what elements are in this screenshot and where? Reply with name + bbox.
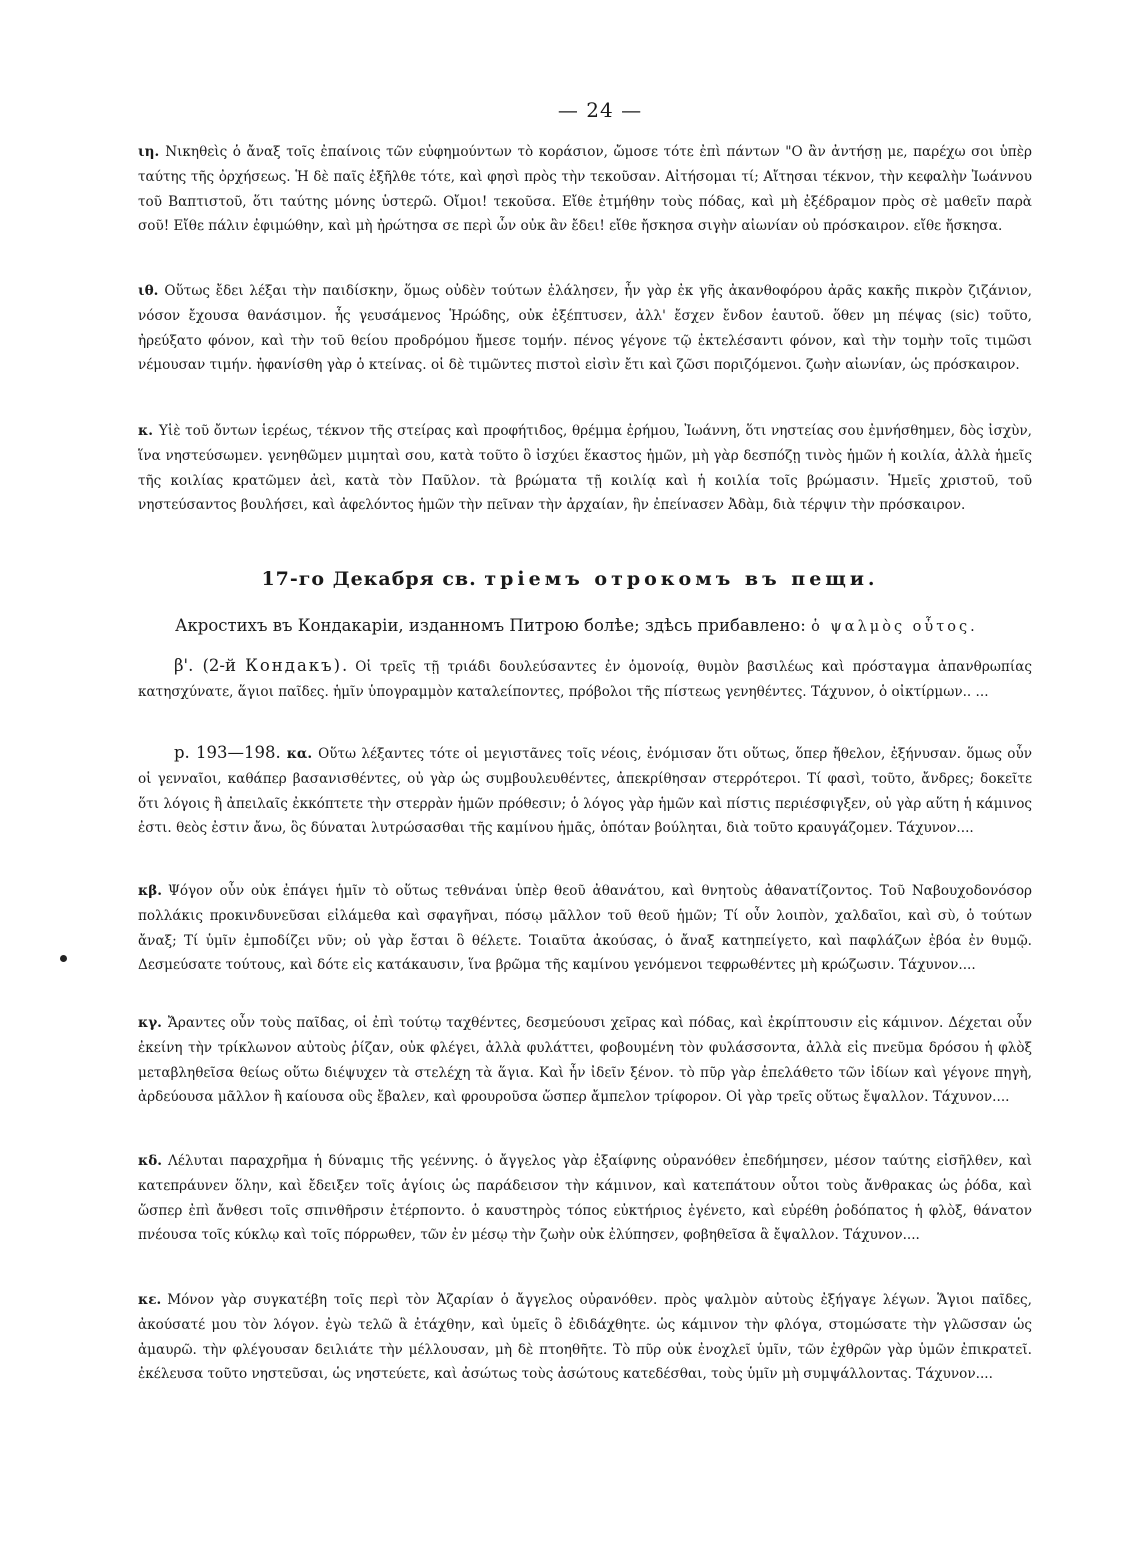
verse-text: Μόνον γὰρ συγκατέβη τοῖς περὶ τὸν Ἀζαρίαν ὁ ἄγγελος οὐρανόθεν. πρὸς ψαλμὸν αὐτοὺς ἐξήγαγε λέγων. Ἅγιοι παῖδες, ἀκούσατέ μου τὸν λόγον. ἐγὼ τελῶ ἃ ἐτάχθην, καὶ ὑμεῖς ὃ ἐδιδάχθητε. ὡς κάμινον τὴν φλόγα, στομώσατε τὴν γλῶσσαν ὡς ἀμαυρῶ. τὴν φλέγουσαν δειλιάτε τὴν μέλλουσαν, μὴ δὲ πτοηθῆτε. Τὸ πῦρ οὐκ ἐνοχλεῖ ὑμῖν, τῶν ἐχθρῶν γὰρ ὑμῶν ἐπικρατεῖ. ἐκέλευσα τοῦτο νηστεῦσαι, ὡς νηστεύετε, καὶ ἀσώτως τοὺς ἀσώτους κατεδέσθαι, τοὺς ὑμῖν μὴ συμψάλλοντας. Τάχυνον.... <box>138 1292 1032 1383</box>
acrostic-note <box>175 616 1035 635</box>
section-title-spaced: трiемъ отрокомъ въ пещи. <box>484 568 879 590</box>
paragraph-20 <box>138 419 1032 518</box>
verse-number: κδ. <box>138 1153 162 1169</box>
paragraph-number: ιη. <box>138 144 160 160</box>
paragraph-text: Νικηθεὶς ὁ ἄναξ τοῖς ἐπαίνοις τῶν εὐφημούντων τὸ κοράσιον, ὤμοσε τότε ἐπὶ πάντων "Ο ἂν ἀντήσῃ με, παρέχω σοι ὑπὲρ ταύτης τῆς ὀρχήσεως. Ἡ δὲ παῖς ἐξῆλθε τότε, καὶ φησὶ πρὸς τὴν τεκοῦσαν. Αἰτήσομαι τί; Αἴτησαι τέκνον, τὴν κεφαλὴν Ἰωάννου τοῦ Βαπτιστοῦ, ὅτι ταύτης μόνης ὑστερῶ. Οἴμοι! τεκοῦσα. Εἴθε ἐτμήθην τοὺς πόδας, καὶ μὴ ἐξέδραμον πρὸς σὲ μαθεῖν παρὰ σοῦ! Εἴθε πάλιν ἐφιμώθην, καὶ μὴ ἠρώτησα σε περὶ ὧν οὐκ ἂν ἔδει! εἴθε ἤσκησα σιγὴν αἰωνίαν οὐ πρόσκαιρον. εἴθε ἤσκησα. <box>138 144 1032 235</box>
paragraph-number: ιθ. <box>138 283 159 299</box>
verse-text: Ἄραντες οὖν τοὺς παῖδας, οἱ ἐπὶ τούτῳ ταχθέντες, δεσμεύουσι χεῖρας καὶ πόδας, καὶ ἐκρίπτουσιν εἰς κάμινον. Δέχεται οὖν ἐκείνη τὴν τρίκλωνον αὐτοὺς ῥίζαν, οὐκ φλέγει, ἀλλὰ φυλάττει, φοβουμένη τὸν φυλάσσοντα, ἀλλὰ εἰς πνεῦμα δρόσου ἡ φλὸξ μεταβληθεῖσα θείως οὕτω διέψυχεν τὰ στελέχη τὰ ἅγια. Καὶ ἦν ἰδεῖν ξένον. τὸ πῦρ γὰρ ἐπελάθετο τῶν ἰδίων καὶ γέγονε πηγὴ, ἀρδεύουσα μᾶλλον ἢ καίουσα οὓς ἔβαλεν, καὶ φρουροῦσα ὥσπερ ἄμπελον τρίφορον. Οἱ γὰρ τρεῖς οὕτως ἔψαλλον. Τάχυνον.... <box>138 1015 1032 1106</box>
margin-dot <box>60 955 67 962</box>
verse-25 <box>138 1288 1032 1387</box>
paragraph-18 <box>138 140 1032 239</box>
section-title-prefix: 17-го Декабря св. <box>261 568 477 590</box>
kondak-paragraph <box>138 654 1032 705</box>
kondak-prefix-text: β'. (2-й <box>174 656 236 675</box>
verse-text: Οὕτω λέξαντες τότε οἱ μεγιστᾶνες τοῖς νέοις, ἐνόμισαν ὅτι οὕτως, ὅπερ ἤθελον, ἐξήνυσαν. ὅμως οὖν οἱ γενναῖοι, καθάπερ βασανισθέντες, οὐ γὰρ ὡς συμβουλευθέντες, ἀπεκρίθησαν στερρότεροι. Τί φασὶ, τοῦτο, ἄνδρες; δοκεῖτε ὅτι λόγοις ἢ ἀπειλαῖς ἐκκόπτετε τὴν στερρὰν ἡμῶν πρόθεσιν; ὁ λόγος γὰρ ἡμῶν καὶ πίστις περιέσφιγξεν, οὐ γὰρ αὕτη ἡ κάμινος ἐστι. θεὸς ἐστιν ἄνω, ὃς δύναται λυτρώσασθαι τῆς καμίνου ἡμᾶς, ὁπόταν βούληται, διὰ τοῦτο κραυγάζομεν. Τάχυνον.... <box>138 746 1032 837</box>
verse-text: Ψόγον οὖν οὐκ ἐπάγει ἡμῖν τὸ οὕτως τεθνάναι ὑπὲρ θεοῦ ἀθανάτου, καὶ θνητοὺς ἀθανατίζοντος. Τοῦ Ναβουχοδονόσορ πολλάκις προκινδυνεῦσαι εἰλάμεθα καὶ σφαγῆναι, πόσῳ μᾶλλον τοῦ θεοῦ ἡμῶν; Τί οὖν λοιπὸν, χαλδαῖοι, καὶ σὺ, ὁ τούτων ἄναξ; Τί ὑμῖν ἐμποδίζει νῦν; οὐ γὰρ ἔσται ὃ θέλετε. Τοιαῦτα ἀκούσας, ὁ ἄναξ κατηπείγετο, καὶ παφλάζων ἐβόα ἐν θυμῷ. Δεσμεύσατε τούτους, καὶ δότε εἰς κατάκαυσιν, ἵνα βρῶμα τῆς καμίνου γενόμενοι τεφρωθέντες μὴ κρώζωσιν. Τάχυνον.... <box>138 883 1032 974</box>
kondak-spaced: Кондакъ). <box>245 656 350 675</box>
paragraph-number: κ. <box>138 423 153 439</box>
verse-21 <box>138 741 1032 841</box>
verse-number: κα. <box>286 746 313 762</box>
verse-23 <box>138 1011 1032 1110</box>
section-title <box>0 568 1140 590</box>
kondak-prefix <box>174 656 349 675</box>
verse-number: κγ. <box>138 1015 162 1031</box>
paragraph-text: Υἱὲ τοῦ ὄντων ἱερέως, τέκνον τῆς στείρας καὶ προφήτιδος, θρέμμα ἐρήμου, Ἰωάννη, ὅτι νηστείας σου ἐμνήσθημεν, δὸς ἰσχὺν, ἵνα νηστεύσωμεν. γενηθῶμεν μιμηταὶ σου, κατὰ τοῦτο ὃ ἰσχύει ἕκαστος ἡμῶν, μὴ γὰρ δεσπόζῃ τινὸς ἡμῶν ἡ κοιλία, ἀλλὰ ἡμεῖς τῆς κοιλίας κρατῶμεν ἀεὶ, κατὰ τὸν Παῦλον. τὰ βρώματα τῇ κοιλίᾳ καὶ ἡ κοιλία τοῖς βρώμασιν. Ἡμεῖς χριστοῦ, τοῦ νηστεύσαντος βουλήσει, καὶ ἀφελόντος ἡμῶν τὴν πεῖναν τὴν ἀρχαίαν, ἣν ἐπείνασεν Ἀδὰμ, διὰ τέρψιν τὴν πρόσκαιρον. <box>138 423 1032 514</box>
verse-lead: p. 193—198. <box>174 743 281 762</box>
kondak-text: Οἱ τρεῖς τῇ τριάδι δουλεύσαντες ἐν ὁμονοίᾳ, θυμὸν βασιλέως καὶ πρόσταγμα ἀπανθρωπίας κατησχύνατε, ἅγιοι παῖδες. ἡμῖν ὑπογραμμὸν καταλείποντες, πρόβολοι τῆς πίστεως γενηθέντες. Τάχυνον, ὁ οἰκτίρμων.. ... <box>138 659 1032 700</box>
verse-text: Λέλυται παραχρῆμα ἡ δύναμις τῆς γεέννης. ὁ ἄγγελος γὰρ ἐξαίφνης οὐρανόθεν ἐπεδήμησεν, μέσον ταύτης εἰσῆλθεν, καὶ κατεπράυνεν ὅλην, καὶ ἔδειξεν τοῖς ἁγίοις ὡς παράδεισον τὴν κάμινον, καὶ κατεπάτουν οὗτοι τοὺς ἄνθρακας ὡς ῥόδα, καὶ ὥσπερ ἐπὶ ἄνθεσι τοῖς σπινθῆρσιν ἐτέρποντο. ὁ καυστηρὸς τόπος εὐκτήριος ἐγένετο, καὶ εὑρέθη ῥοδόπατος ἡ φλὸξ, θάνατον πνέουσα τοῖς κύκλῳ καὶ τοῖς πόρρωθεν, τῶν ἐν μέσῳ τὴν ζωὴν οὐκ ἐλύπησεν, φοβηθεῖσα ἃ ἔψαλλον. Τάχυνον.... <box>138 1153 1032 1244</box>
paragraph-19 <box>138 279 1032 378</box>
verse-number: κε. <box>138 1292 162 1308</box>
acrostic-text: Акростихъ въ Кондакарiи, изданномъ Питрою болѣе; здѣсь прибавлено: <box>175 616 806 635</box>
verse-24 <box>138 1149 1032 1248</box>
verse-22 <box>138 879 1032 978</box>
page-number: — 24 — <box>557 98 643 122</box>
verse-number: κβ. <box>138 883 162 899</box>
acrostic-greek: ὁ ψαλμὸς οὗτος. <box>811 619 978 635</box>
paragraph-text: Οὕτως ἔδει λέξαι τὴν παιδίσκην, ὅμως οὐδὲν τούτων ἐλάλησεν, ἦν γὰρ ἐκ γῆς ἀκανθοφόρου ἀρᾶς κακῆς πικρὸν ζιζάνιον, νόσον ἔχουσα θανάσιμον. ἧς γευσάμενος Ἡρώδης, οὐκ ἐξέπτυσεν, ἀλλ' ἔσχεν ἔνδον ἑαυτοῦ. ὅθεν μη πέψας (sic) τοῦτο, ἠρεύξατο φόνον, καὶ τὴν τοῦ θείου προδρόμου ἤμεσε τομήν. πένος γέγονε τῷ ἐκτελέσαντι φόνον, καὶ τὴν τομὴν τοῖς τιμῶσι νέμουσαν τιμήν. ἠφανίσθη γὰρ ὁ κτείνας. οἱ δὲ τιμῶντες πιστοὶ εἰσὶν ἔτι καὶ ζῶσι ποριζόμενοι. ζωὴν αἰωνίαν, ὡς πρόσκαιρον. <box>138 283 1032 374</box>
